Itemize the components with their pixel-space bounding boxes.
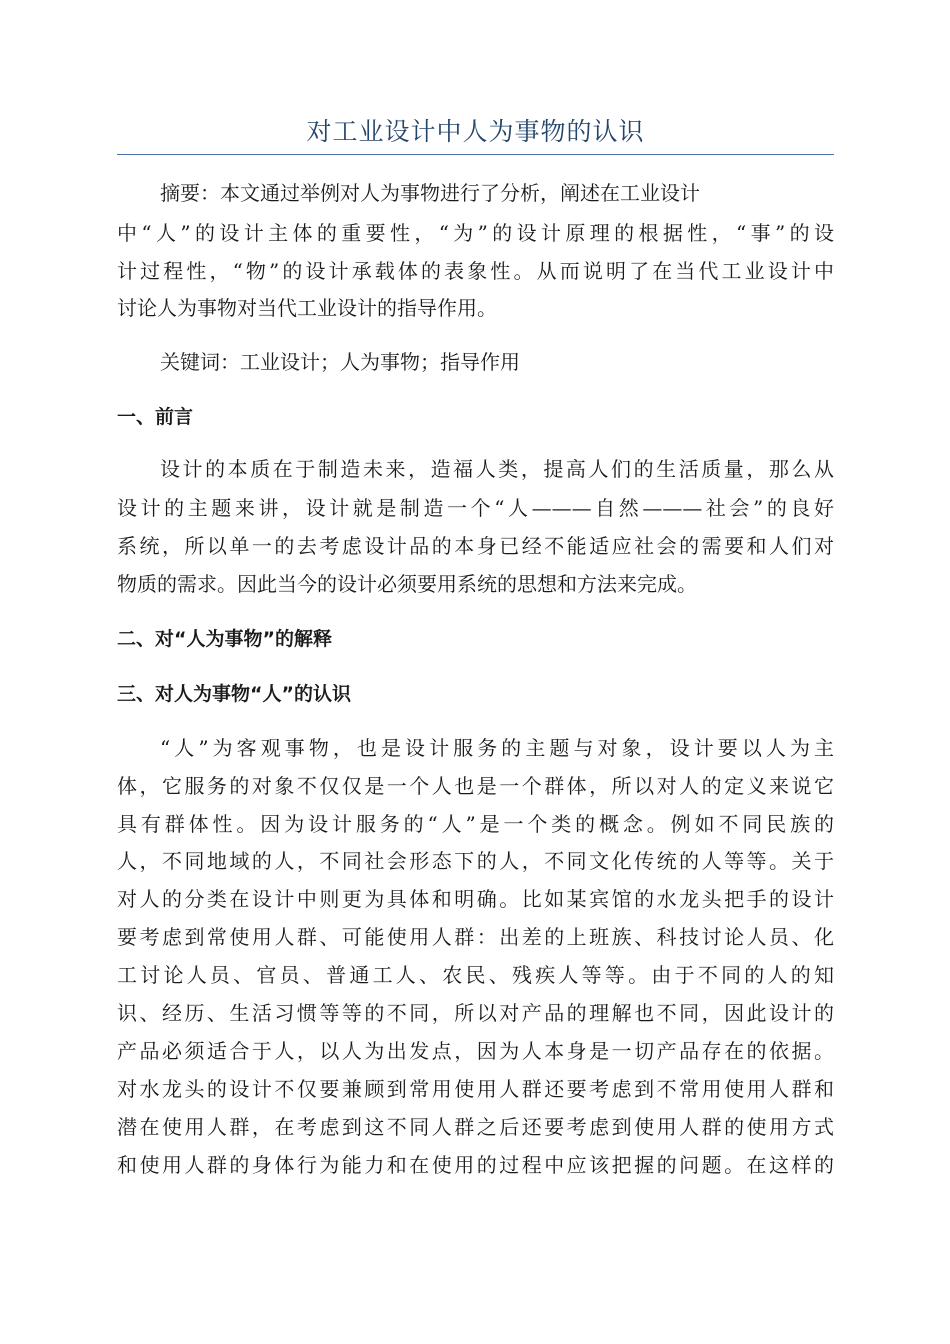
section3-line: 对水龙头的设计不仅要兼顾到常用使用人群还要考虑到不常用使用人群和: [117, 1077, 834, 1101]
section-heading-3: 三、对人为事物“人”的认识: [117, 683, 351, 705]
section3-line: 和使用人群的身体行为能力和在使用的过程中应该把握的问题。在这样的: [117, 1153, 834, 1177]
section3-line: 识、经历、生活习惯等等的不同，所以对产品的理解也不同，因此设计的: [117, 1001, 834, 1025]
abstract-line: 摘要：本文通过举例对人为事物进行了分析，阐述在工业设计: [160, 181, 700, 205]
section3-line: 人，不同地域的人，不同社会形态下的人，不同文化传统的人等等。关于: [117, 849, 834, 873]
document-title: 对工业设计中人为事物的认识: [306, 117, 645, 146]
abstract-line: 中“人”的设计主体的重要性，“为”的设计原理的根据性，“事”的设: [117, 221, 834, 245]
section1-line: 设计的主题来讲，设计就是制造一个“人———自然———社会”的良好: [117, 496, 834, 520]
section3-line: 工讨论人员、官员、普通工人、农民、残疾人等等。由于不同的人的知: [117, 963, 834, 987]
section3-line: 对人的分类在设计中则更为具体和明确。比如某宾馆的水龙头把手的设计: [117, 887, 834, 911]
section3-line: “人”为客观事物，也是设计服务的主题与对象，设计要以人为主: [160, 736, 834, 760]
title-underline: [117, 154, 834, 155]
section3-line: 体，它服务的对象不仅仅是一个人也是一个群体，所以对人的定义来说它: [117, 774, 834, 798]
section-heading-1: 一、前言: [117, 406, 194, 428]
section1-line: 系统，所以单一的去考虑设计品的本身已经不能适应社会的需要和人们对: [117, 534, 834, 558]
abstract-line: 计过程性，“物”的设计承载体的表象性。从而说明了在当代工业设计中: [117, 259, 834, 283]
keywords-line: 关键词：工业设计；人为事物；指导作用: [160, 350, 520, 374]
abstract-line: 讨论人为事物对当代工业设计的指导作用。: [117, 296, 497, 320]
section3-line: 产品必须适合于人，以人为出发点，因为人本身是一切产品存在的依据。: [117, 1039, 834, 1063]
section1-line: 物质的需求。因此当今的设计必须要用系统的思想和方法来完成。: [117, 572, 697, 596]
section-heading-2: 二、对“人为事物”的解释: [117, 628, 332, 650]
section3-line: 要考虑到常使用人群、可能使用人群：出差的上班族、科技讨论人员、化: [117, 925, 834, 949]
section3-line: 潜在使用人群，在考虑到这不同人群之后还要考虑到使用人群的使用方式: [117, 1115, 834, 1139]
section3-line: 具有群体性。因为设计服务的“人”是一个类的概念。例如不同民族的: [117, 812, 834, 836]
section1-line: 设计的本质在于制造未来，造福人类，提高人们的生活质量，那么从: [160, 457, 834, 481]
